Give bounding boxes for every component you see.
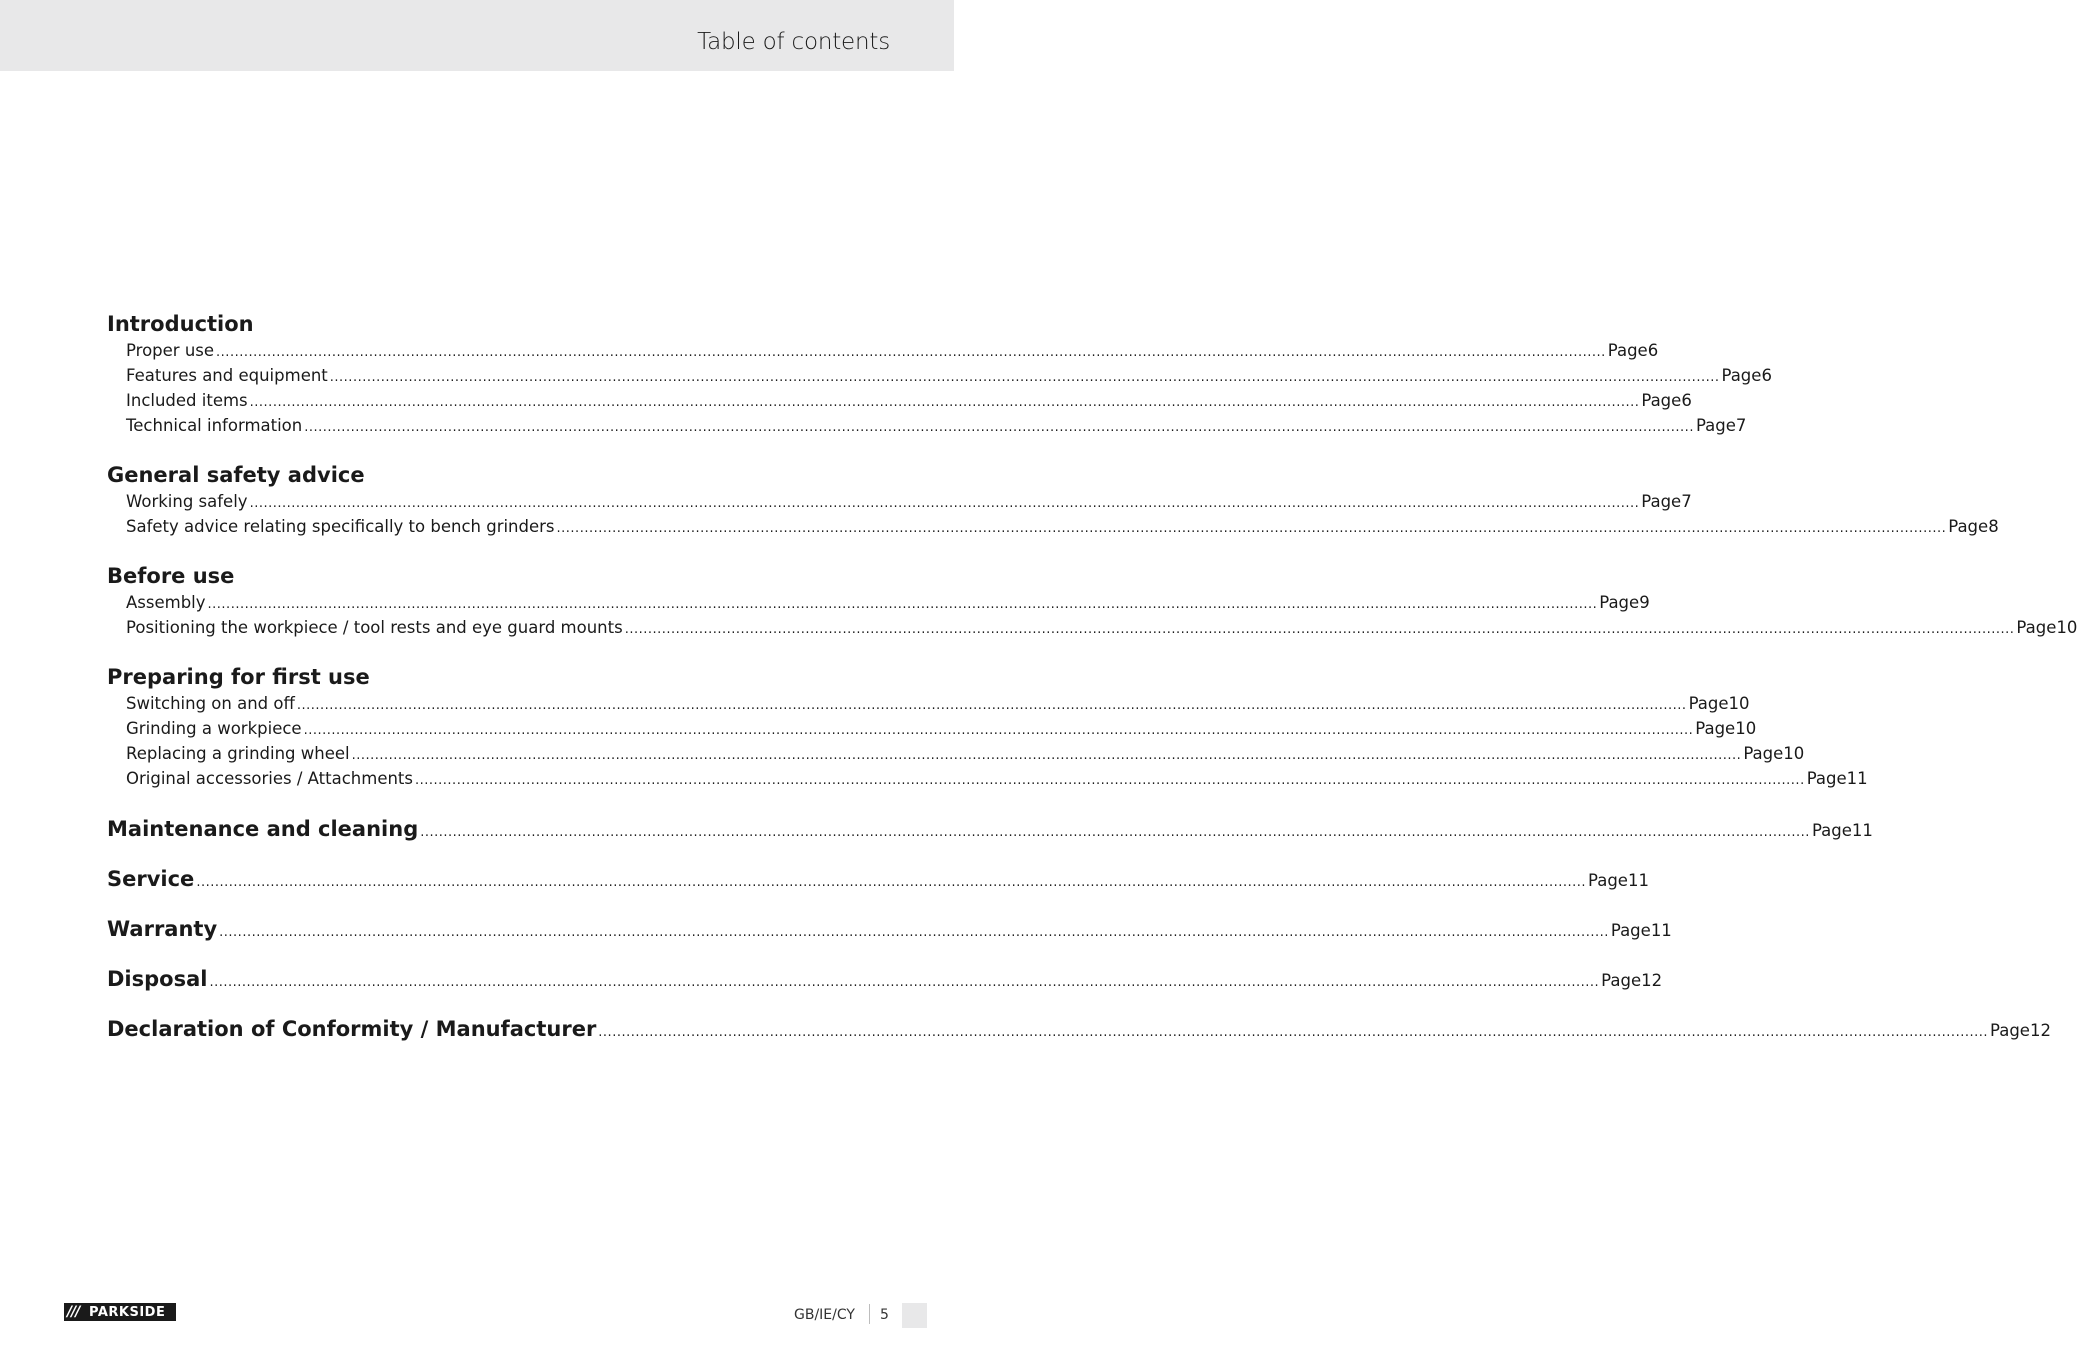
entry-label: Grinding a workpiece <box>126 719 302 738</box>
toc-entry-service[interactable] <box>107 864 1649 914</box>
dot-leader: ............................................................................................................................................................................................................................................................................................................ <box>249 395 1640 410</box>
page-number-footer: 5 <box>880 1307 889 1323</box>
page-number: 11 <box>1851 821 1873 840</box>
page-word: Page <box>2016 618 2057 637</box>
toc-entry-disposal[interactable] <box>107 964 1663 1014</box>
language-code: GB/IE/CY <box>794 1307 855 1323</box>
dot-leader: ............................................................................................................................................................................................................................................................................................................ <box>209 975 1600 990</box>
page-word: Page <box>1806 769 1847 788</box>
header-band <box>0 0 954 71</box>
page-number: 9 <box>1639 593 1650 612</box>
page-number: 11 <box>1650 921 1672 940</box>
page-word: Page <box>1743 744 1784 763</box>
toc-entry-warranty[interactable] <box>107 914 1672 964</box>
entry-label: Positioning the workpiece / tool rests and eye guard mounts <box>126 618 623 637</box>
dot-leader: ............................................................................................................................................................................................................................................................................................................ <box>207 597 1598 612</box>
page-number: 10 <box>1735 719 1757 738</box>
page-word: Page <box>1688 694 1729 713</box>
page-title: Table of contents <box>697 29 890 55</box>
parkside-logo <box>64 1303 176 1321</box>
logo-slashes-icon: /// <box>67 1304 80 1320</box>
toc-entry[interactable] <box>107 388 1692 413</box>
page-number: 6 <box>1681 391 1692 410</box>
entry-label: Technical information <box>126 416 303 435</box>
page-word: Page <box>1641 391 1682 410</box>
page-number: 12 <box>1641 971 1663 990</box>
toc-entry[interactable] <box>107 615 2077 640</box>
page-word: Page <box>1721 366 1762 385</box>
toc-entry[interactable] <box>107 489 1692 514</box>
toc-section-introduction <box>107 310 1772 438</box>
entry-label: Features and equipment <box>126 366 328 385</box>
dot-leader: ............................................................................................................................................................................................................................................................................................................ <box>415 773 1805 788</box>
dot-leader: ............................................................................................................................................................................................................................................................................................................ <box>556 521 1947 536</box>
section-heading: General safety advice <box>107 463 365 487</box>
dot-leader: ............................................................................................................................................................................................................................................................................................................ <box>598 1025 1988 1040</box>
entry-label: Disposal <box>107 967 208 991</box>
entry-label: Proper use <box>126 341 215 360</box>
page-number: 10 <box>1783 744 1805 763</box>
page-word: Page <box>1990 1021 2030 1040</box>
entry-label: Warranty <box>107 917 218 941</box>
dot-leader: ............................................................................................................................................................................................................................................................................................................ <box>196 875 1587 890</box>
toc-main-entries <box>107 814 2051 1064</box>
page-word: Page <box>1599 593 1640 612</box>
entry-label: Safety advice relating specifically to bench grinders <box>126 517 555 536</box>
page-word: Page <box>1641 492 1682 511</box>
page-number: 7 <box>1681 492 1692 511</box>
entry-label: Working safely <box>126 492 248 511</box>
entry-label: Included items <box>126 391 248 410</box>
page-number: 12 <box>2029 1021 2051 1040</box>
dot-leader: ............................................................................................................................................................................................................................................................................................................ <box>249 496 1640 511</box>
dot-leader: ............................................................................................................................................................................................................................................................................................................ <box>329 370 1720 385</box>
toc-section-general-safety-advice <box>107 461 1999 539</box>
toc-entry[interactable] <box>107 338 1659 363</box>
toc-entry-declaration[interactable] <box>107 1014 2051 1064</box>
page-word: Page <box>1695 416 1736 435</box>
page-word: Page <box>1695 719 1736 738</box>
page-word: Page <box>1610 921 1651 940</box>
toc-entry[interactable] <box>107 741 1805 766</box>
table-of-contents <box>107 310 2077 1064</box>
logo-brand-text: PARKSIDE <box>89 1304 166 1320</box>
page-number: 11 <box>1846 769 1868 788</box>
page-number: 7 <box>1735 416 1747 435</box>
toc-entry[interactable] <box>107 363 1772 388</box>
section-heading: Introduction <box>107 312 254 336</box>
page-word: Page <box>1607 341 1648 360</box>
toc-entry[interactable] <box>107 590 1650 615</box>
toc-section-preparing-for-first-use <box>107 663 1868 791</box>
footer-marker-box <box>902 1303 927 1328</box>
page-word: Page <box>1948 517 1989 536</box>
dot-leader: ............................................................................................................................................................................................................................................................................................................ <box>351 748 1742 763</box>
toc-entry[interactable] <box>107 766 1868 791</box>
page-word: Page <box>1588 871 1628 890</box>
page-number: 10 <box>1728 694 1750 713</box>
toc-section-before-use <box>107 562 2077 640</box>
dot-leader: ............................................................................................................................................................................................................................................................................................................ <box>296 698 1687 713</box>
page-word: Page <box>1811 821 1852 840</box>
toc-entry-maintenance[interactable] <box>107 814 1873 864</box>
section-heading: Preparing for first use <box>107 665 370 689</box>
toc-entry[interactable] <box>107 413 1747 438</box>
dot-leader: ............................................................................................................................................................................................................................................................................................................ <box>216 345 1606 360</box>
dot-leader: ............................................................................................................................................................................................................................................................................................................ <box>219 925 1609 940</box>
dot-leader: ............................................................................................................................................................................................................................................................................................................ <box>624 622 2015 637</box>
entry-label: Maintenance and cleaning <box>107 817 419 841</box>
toc-entry[interactable] <box>107 691 1750 716</box>
page-word: Page <box>1601 971 1642 990</box>
toc-entry[interactable] <box>107 514 1999 539</box>
page-number: 8 <box>1988 517 1999 536</box>
dot-leader: ............................................................................................................................................................................................................................................................................................................ <box>304 420 1694 435</box>
entry-label: Assembly <box>126 593 206 612</box>
page-number: 6 <box>1761 366 1772 385</box>
dot-leader: ............................................................................................................................................................................................................................................................................................................ <box>420 825 1810 840</box>
footer-divider <box>869 1304 870 1324</box>
entry-label: Declaration of Conformity / Manufacturer <box>107 1017 597 1041</box>
dot-leader: ............................................................................................................................................................................................................................................................................................................ <box>303 723 1694 738</box>
entry-label: Service <box>107 867 195 891</box>
toc-entry[interactable] <box>107 716 1757 741</box>
entry-label: Replacing a grinding wheel <box>126 744 350 763</box>
entry-label: Original accessories / Attachments <box>126 769 413 788</box>
page-number: 11 <box>1627 871 1649 890</box>
entry-label: Switching on and off <box>126 694 295 713</box>
page-number: 10 <box>2056 618 2077 637</box>
section-heading: Before use <box>107 564 235 588</box>
page-number: 6 <box>1647 341 1659 360</box>
